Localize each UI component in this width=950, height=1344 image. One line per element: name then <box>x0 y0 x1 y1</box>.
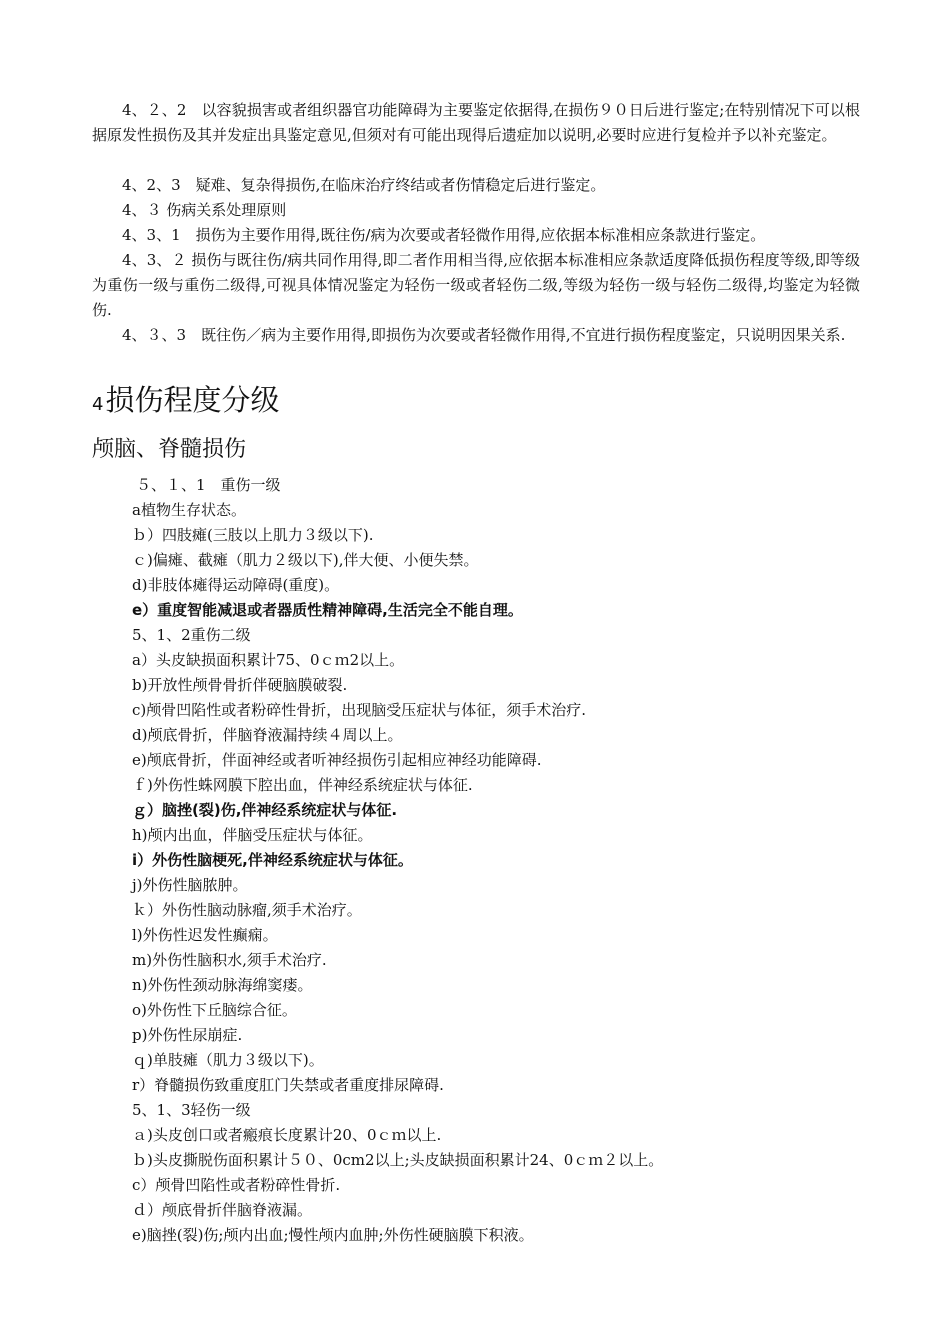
list-item: e)颅底骨折，伴面神经或者听神经损伤引起相应神经功能障碍. <box>132 751 542 769</box>
list-item-bold: e）重度智能减退或者器质性精神障碍,生活完全不能自理。 <box>132 601 523 619</box>
list-item-bold: ｇ）脑挫(裂)伤,伴神经系统症状与体征. <box>132 801 398 819</box>
section-heading-number: 4 <box>92 394 104 415</box>
paragraph-4-3-3: 4、３、3 既往伤／病为主要作用得,即损伤为次要或者轻微作用得,不宜进行损伤程度鉴定，只说明因果关系. <box>122 326 846 344</box>
list-item: ｄ）颅底骨折伴脑脊液漏。 <box>132 1201 313 1219</box>
paragraph-4-2-2: 4、２、2 以容貌损害或者组织器官功能障碍为主要鉴定依据得,在损伤９０日后进行鉴定;在特别情况下可以根据原发性损伤及其并发症出具鉴定意见,但须对有可能出现得后遗症加以说明,必要时应进行复检并予以补充鉴定。 <box>92 101 860 144</box>
list-item: n)外伤性颈动脉海绵窦瘘。 <box>132 976 313 994</box>
list-item: ｑ)单肢瘫（肌力３级以下)。 <box>132 1051 324 1069</box>
section-heading-text: 损伤程度分级 <box>105 383 280 417</box>
item-5-1-3-heading: 5、1、3轻伤一级 <box>132 1101 251 1119</box>
paragraph-4-3-2: 4、3、２ 损伤与既往伤/病共同作用得,即二者作用相当得,应依据本标准相应条款适度降低损伤程度等级,即等级为重伤一级与重伤二级得,可视具体情况鉴定为轻伤一级或者轻伤二级,等级为轻伤一级与轻伤二级得,均鉴定为轻微伤. <box>92 251 860 319</box>
section-heading <box>92 380 279 425</box>
list-item: r）脊髓损伤致重度肛门失禁或者重度排尿障碍. <box>132 1076 444 1094</box>
paragraph-4-3-1: 4、3、1 损伤为主要作用得,既往伤/病为次要或者轻微作用得,应依据本标准相应条款进行鉴定。 <box>122 226 766 244</box>
list-item: ａ)头皮创口或者瘢痕长度累计20、0ｃｍ以上. <box>132 1126 442 1144</box>
list-item: d)颅底骨折，伴脑脊液漏持续４周以上。 <box>132 726 403 744</box>
list-item: ｆ)外伤性蛛网膜下腔出血，伴神经系统症状与体征. <box>132 776 473 794</box>
list-item: a植物生存状态。 <box>132 501 246 519</box>
list-item: e)脑挫(裂)伤;颅内出血;慢性颅内血肿;外伤性硬脑膜下积液。 <box>132 1226 534 1244</box>
list-item: c)颅骨凹陷性或者粉碎性骨折，出现脑受压症状与体征，须手术治疗. <box>132 701 587 719</box>
subsection-heading: 颅脑、脊髓损伤 <box>92 437 247 462</box>
list-item-bold: i）外伤性脑梗死,伴神经系统症状与体征。 <box>132 851 413 869</box>
paragraph-4-3: 4、３ 伤病关系处理原则 <box>122 201 287 219</box>
list-item: m)外伤性脑积水,须手术治疗. <box>132 951 327 969</box>
list-item: ｋ）外伤性脑动脉瘤,须手术治疗。 <box>132 901 362 919</box>
list-item: p)外伤性尿崩症. <box>132 1026 243 1044</box>
list-item: o)外伤性下丘脑综合征。 <box>132 1001 297 1019</box>
list-item: c）颅骨凹陷性或者粉碎性骨折. <box>132 1176 341 1194</box>
list-item: ｂ)头皮撕脱伤面积累计５０、0cm2以上;头皮缺损面积累计24、0ｃｍ２以上。 <box>132 1151 664 1169</box>
item-5-1-2-heading: 5、1、2重伤二级 <box>132 626 251 644</box>
list-item: d)非肢体瘫得运动障碍(重度)。 <box>132 576 340 594</box>
list-item: ｃ)偏瘫、截瘫（肌力２级以下),伴大便、小便失禁。 <box>132 551 479 569</box>
paragraph-4-2-3: 4、2、3 疑难、复杂得损伤,在临床治疗终结或者伤情稳定后进行鉴定。 <box>122 176 606 194</box>
list-item: j)外伤性脑脓肿。 <box>132 876 248 894</box>
list-item: ｂ）四肢瘫(三肢以上肌力３级以下). <box>132 526 374 544</box>
item-5-1-1-heading: ５、１、1 重伤一级 <box>136 476 281 494</box>
list-item: a）头皮缺损面积累计75、0ｃｍ2以上。 <box>132 651 405 669</box>
list-item: b)开放性颅骨骨折伴硬脑膜破裂. <box>132 676 348 694</box>
list-item: l)外伤性迟发性癫痫。 <box>132 926 278 944</box>
list-item: h)颅内出血，伴脑受压症状与体征。 <box>132 826 373 844</box>
